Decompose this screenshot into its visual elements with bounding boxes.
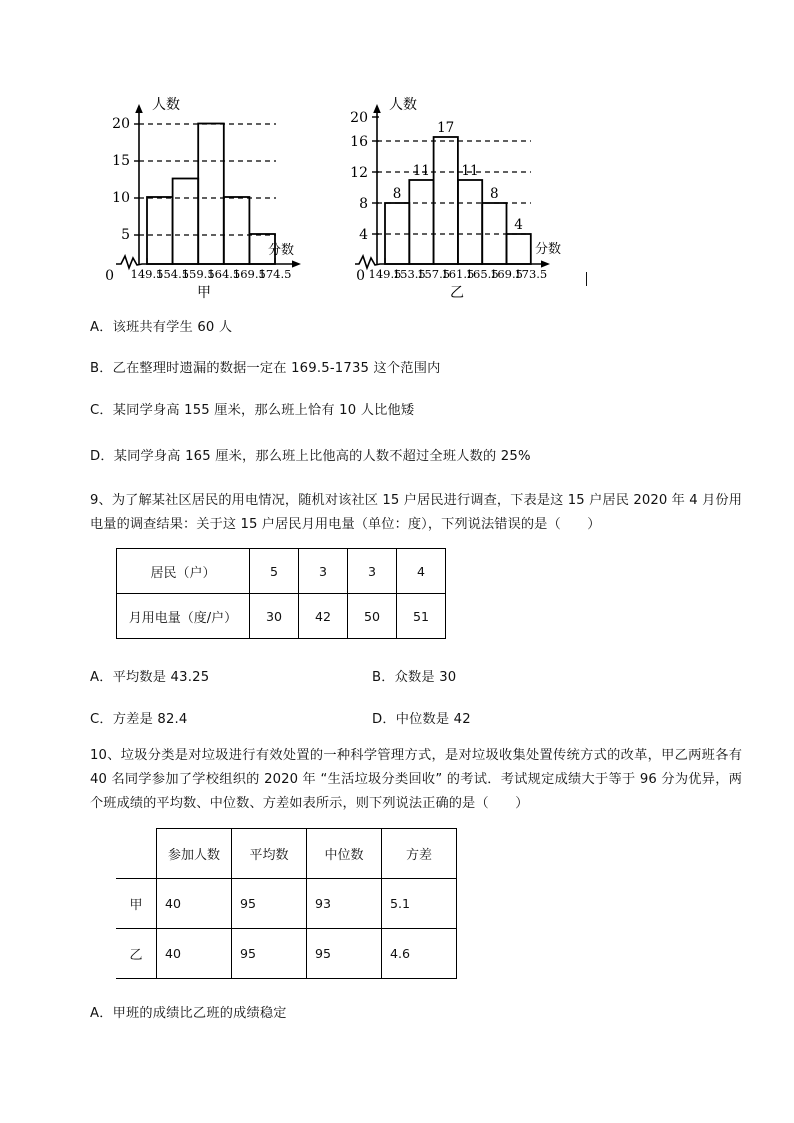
ytick-label: 12: [350, 165, 368, 181]
q9-table: [116, 548, 446, 639]
q9-option-a: A．平均数是 43.25: [90, 670, 210, 685]
q9-option-c: C．方差是 82.4: [90, 712, 188, 727]
xtick-label: 164.5: [207, 267, 241, 281]
q10-cell: 4.6: [382, 929, 457, 979]
q10-cell: 93: [307, 879, 382, 929]
q10-corner-cell: [116, 829, 157, 879]
q10-table: [116, 828, 457, 979]
xtick-label: 149.5: [368, 267, 402, 281]
x-axis-title: 分数: [535, 242, 562, 257]
bar-value-label: 11: [412, 163, 430, 179]
xtick-label: 161.5: [441, 267, 475, 281]
ytick-label: 20: [350, 110, 368, 126]
q9-option-b: B．众数是 30: [372, 670, 457, 685]
q9-cell: 3: [348, 549, 397, 594]
histogram-jia-svg: [96, 86, 346, 301]
q10-cell: 95: [232, 879, 307, 929]
histogram-jia: [96, 86, 346, 301]
q10-col-header: 中位数: [307, 829, 382, 879]
chart-caption-jia: 甲: [197, 285, 211, 301]
xtick-label: 173.5: [514, 267, 548, 281]
q10-stem: 10、垃圾分类是对垃圾进行有效处置的一种科学管理方式，是对垃圾收集处置传统方式的改革，甲乙两班各有 40 名同学参加了学校组织的 2020 年 “生活垃圾分类回收” 的考试．考试规定成绩大于等于 96 分为优异，两个班成绩的平均数、中位数、方差如表所示，则下列说法正确的是（ ）: [90, 748, 742, 811]
q9-row-label: 月用电量（度/户）: [117, 594, 250, 639]
ytick-label: 16: [350, 134, 368, 150]
xtick-label: 157.5: [417, 267, 451, 281]
q10-cell: 95: [232, 929, 307, 979]
q10-cell: 95: [307, 929, 382, 979]
ytick-label: 10: [112, 190, 130, 206]
xtick-label: 149.5: [130, 267, 164, 281]
xtick-label: 159.5: [181, 267, 215, 281]
q9-cell: 51: [397, 594, 446, 639]
xtick-label: 174.5: [258, 267, 292, 281]
xtick-label: 165.5: [465, 267, 499, 281]
ytick-label: 20: [112, 116, 130, 132]
q9-row-label: 居民（户）: [117, 549, 250, 594]
chart-caption-yi: 乙: [450, 285, 464, 301]
histogram-yi-svg: [345, 86, 605, 301]
q9-cell: 30: [250, 594, 299, 639]
q10-col-header: 平均数: [232, 829, 307, 879]
q10-cell: 40: [157, 879, 232, 929]
x-axis-title: 分数: [268, 243, 295, 258]
bar-value-label: 4: [514, 217, 523, 233]
q9-cell: 4: [397, 549, 446, 594]
q9-cell: 3: [299, 549, 348, 594]
q10-cell: 5.1: [382, 879, 457, 929]
bar-value-label: 11: [461, 163, 479, 179]
q10-cell: 40: [157, 929, 232, 979]
q10-col-header: 方差: [382, 829, 457, 879]
table-row: [116, 879, 457, 929]
xtick-label: 169.5: [232, 267, 266, 281]
table-row: [117, 594, 446, 639]
ytick-label: 8: [359, 196, 368, 212]
histograms-figure: [0, 86, 794, 306]
q9-cell: 5: [250, 549, 299, 594]
q10-row-label: 乙: [116, 929, 157, 979]
q8-option-c: C．某同学身高 155 厘米，那么班上恰有 10 人比他矮: [90, 403, 415, 418]
table-row: [117, 549, 446, 594]
xtick-label: 154.5: [156, 267, 190, 281]
q10-option-a: A．甲班的成绩比乙班的成绩稳定: [90, 1006, 287, 1021]
y-axis-title: 人数: [389, 97, 417, 113]
ytick-label: 5: [121, 227, 130, 243]
q9-cell: 42: [299, 594, 348, 639]
q9-cell: 50: [348, 594, 397, 639]
q9-stem: 9、为了解某社区居民的用电情况，随机对该社区 15 户居民进行调查，下表是这 15 户居民 2020 年 4 月份用电量的调查结果：关于这 15 户居民月用电量（单位：度），下列说法错误的是（ ）: [90, 493, 742, 532]
xtick-label: 169.5: [490, 267, 523, 281]
histogram-yi: [345, 86, 605, 301]
origin-label: 0: [356, 268, 365, 284]
ytick-label: 4: [359, 227, 368, 243]
stray-mark: [586, 272, 587, 286]
q10-col-header: 参加人数: [157, 829, 232, 879]
origin-label: 0: [105, 268, 114, 284]
bar-value-label: 17: [437, 120, 455, 136]
q10-row-label: 甲: [116, 879, 157, 929]
bar-value-label: 8: [490, 186, 499, 202]
q8-option-d: D．某同学身高 165 厘米，那么班上比他高的人数不超过全班人数的 25%: [90, 449, 531, 464]
y-axis-title: 人数: [152, 97, 180, 113]
q8-option-b: B．乙在整理时遗漏的数据一定在 169.5-1735 这个范围内: [90, 361, 441, 376]
bar-value-label: 8: [392, 186, 402, 202]
table-header-row: [116, 829, 457, 879]
xtick-label: 153.5: [392, 267, 426, 281]
table-row: [116, 929, 457, 979]
q9-option-d: D．中位数是 42: [372, 712, 471, 727]
ytick-label: 15: [112, 153, 130, 169]
q8-option-a: A．该班共有学生 60 人: [90, 320, 233, 335]
